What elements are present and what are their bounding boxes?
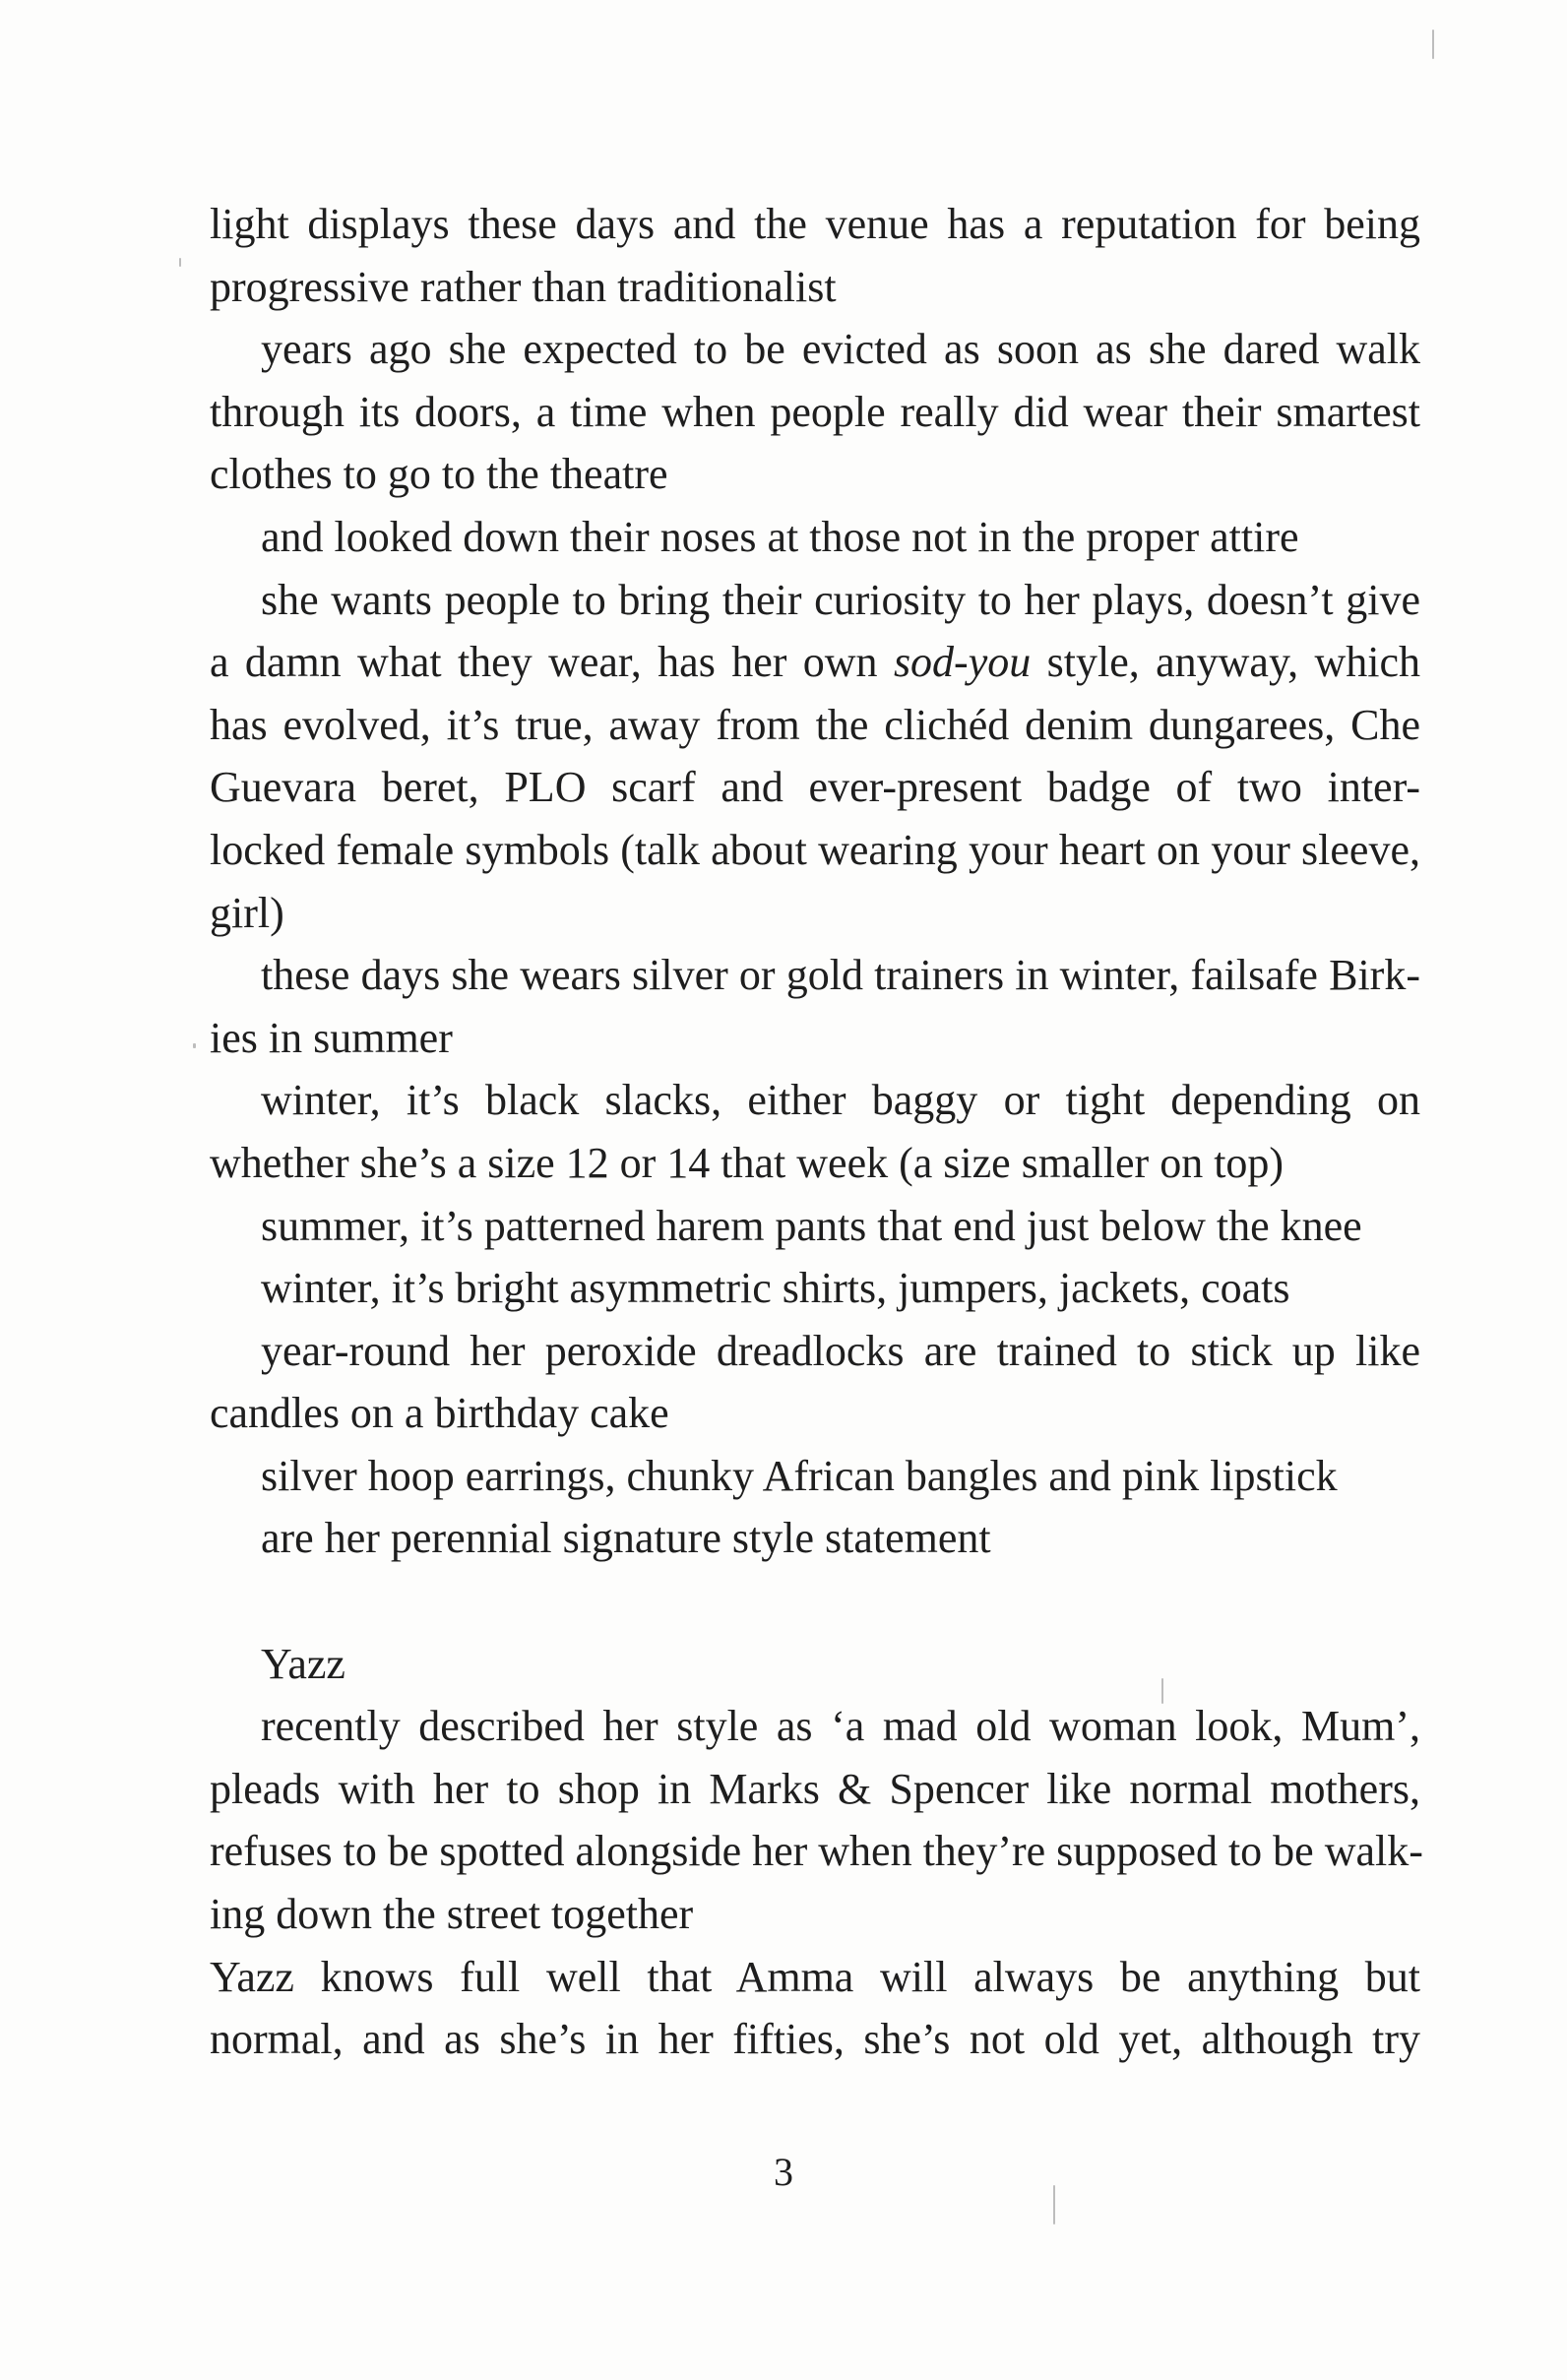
- text-segment: style, anyway, which: [1031, 638, 1420, 687]
- scan-speck: [1432, 30, 1434, 59]
- text-line: girl): [210, 888, 284, 937]
- text-line: ing down the street together: [210, 1890, 694, 1939]
- text-line: she wants people to bring their curiosity to her plays, doesn’t give: [261, 575, 1420, 624]
- text-line: has evolved, it’s true, away from the clichéd denim dungarees, Che: [210, 700, 1420, 749]
- scan-speck: [193, 1043, 196, 1048]
- text-line: summer, it’s patterned harem pants that end just below the knee: [261, 1201, 1362, 1250]
- text-line: years ago she expected to be evicted as soon as she dared walk: [261, 325, 1420, 374]
- text-line: candles on a birthday cake: [210, 1389, 669, 1438]
- text-line: recently described her style as ‘a mad old woman look, Mum’,: [261, 1702, 1420, 1751]
- scan-speck: [179, 258, 181, 267]
- text-line: and looked down their noses at those not in the proper attire: [261, 512, 1299, 561]
- text-line: light displays these days and the venue has a reputation for being: [210, 200, 1420, 248]
- text-line: through its doors, a time when people really did wear their smartest: [210, 387, 1420, 436]
- text-line: clothes to go to the theatre: [210, 450, 668, 499]
- text-line: winter, it’s bright asymmetric shirts, jumpers, jackets, coats: [261, 1264, 1290, 1313]
- text-line: progressive rather than traditionalist: [210, 262, 837, 311]
- text-line: locked female symbols (talk about wearing your heart on your sleeve,: [210, 825, 1420, 874]
- text-line: refuses to be spotted alongside her when they’re supposed to be walk-: [210, 1827, 1423, 1876]
- text-line: winter, it’s black slacks, either baggy or tight depending on: [261, 1076, 1420, 1125]
- text-line: year-round her peroxide dreadlocks are trained to stick up like: [261, 1326, 1420, 1375]
- text-line: whether she’s a size 12 or 14 that week (a size smaller on top): [210, 1138, 1285, 1187]
- text-line: normal, and as she’s in her fifties, she’s not old yet, although try: [210, 2015, 1420, 2064]
- text-line: silver hoop earrings, chunky African bangles and pink lipstick: [261, 1451, 1338, 1500]
- text-line: [210, 631, 1420, 694]
- italic-text: sod-you: [893, 638, 1032, 687]
- text-line: these days she wears silver or gold trainers in winter, failsafe Birk-: [261, 951, 1420, 1000]
- text-line: Yazz knows full well that Amma will always be anything but: [210, 1952, 1420, 2001]
- text-line: Yazz: [261, 1639, 345, 1688]
- text-line: ies in summer: [210, 1013, 453, 1062]
- page-number: 3: [774, 2150, 793, 2194]
- blank-line: [210, 1570, 1420, 1633]
- body-text: [210, 193, 1423, 2071]
- text-segment: a damn what they wear, has her own: [210, 638, 894, 687]
- text-line: Guevara beret, PLO scarf and ever-present badge of two inter-: [210, 763, 1420, 812]
- text-line: pleads with her to shop in Marks & Spencer like normal mothers,: [210, 1764, 1420, 1813]
- text-line: are her perennial signature style statement: [261, 1514, 991, 1563]
